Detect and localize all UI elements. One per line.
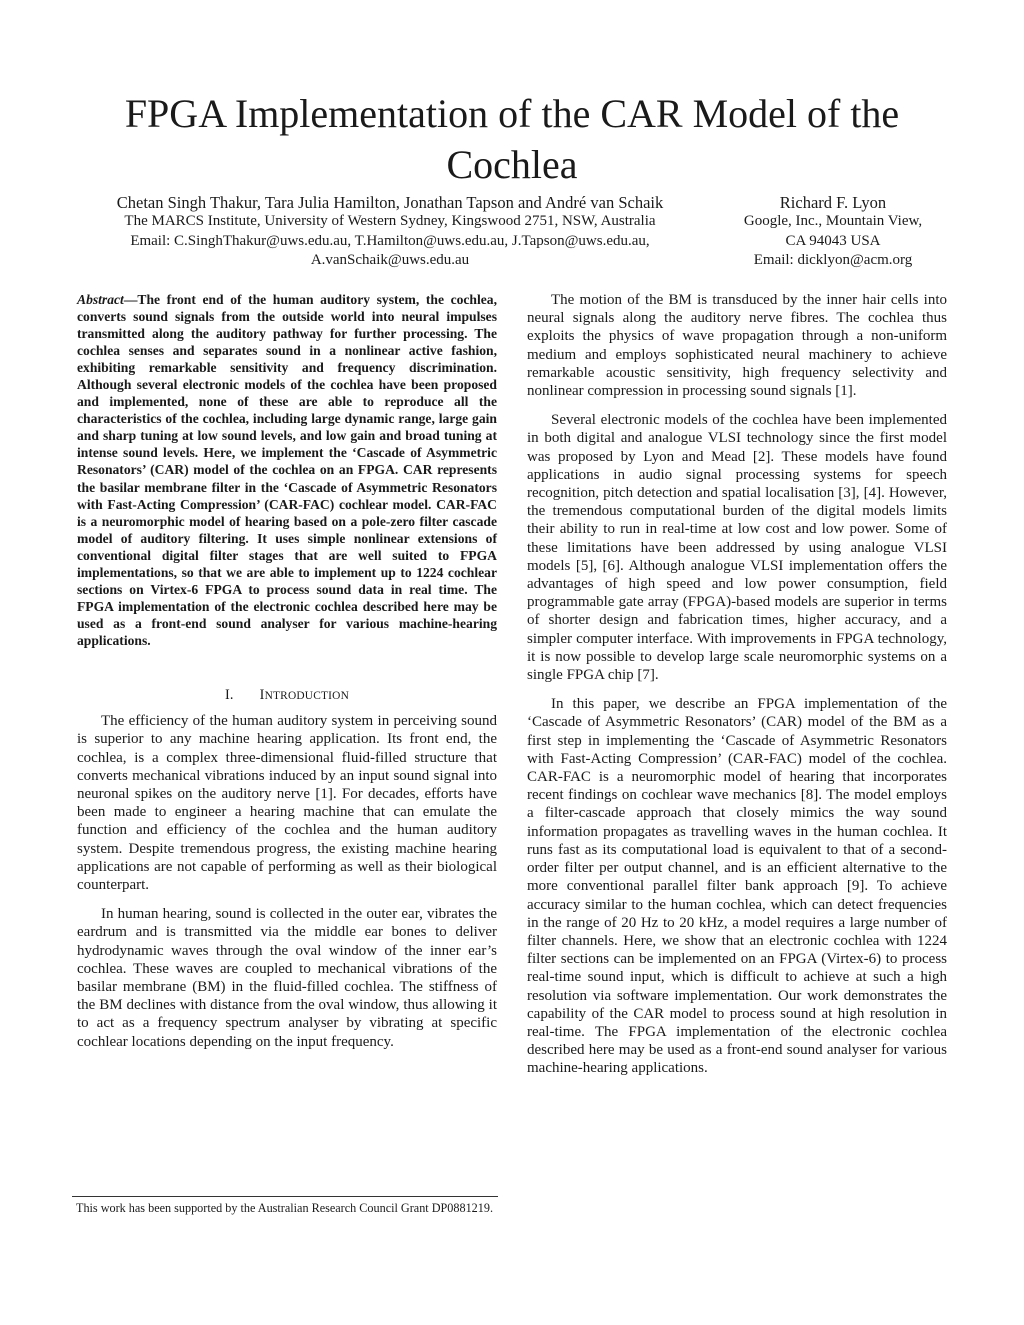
author-email-line-1: Email: C.SinghThakur@uws.edu.au, T.Hamilton@uws.edu.au, J.Tapson@uws.edu.au,: [130, 232, 650, 249]
author-block-main: [70, 193, 710, 270]
abstract-dash: —: [123, 292, 138, 307]
abstract-text: The front end of the human auditory system, the cochlea, converts sound signals from the outside world into neural impulses transmitted along the auditory pathway for further processing. The cochlea senses and separates sound in a nonlinear active fashion, exhibiting remarkable sensitivity and frequency discrimination. Although several electronic models of the cochlea have been proposed and implemented, none of these are able to reproduce all the characteristics of the cochlea, including large dynamic range, large gain and sharp tuning at low sound levels, and low gain and broad tuning at intense sound levels. Here, we implement the ‘Cascade of Asymmetric Resonators’ (CAR) model of the cochlea on an FPGA. CAR represents the basilar membrane filter in the ‘Cascade of Asymmetric Resonators with Fast-Acting Compression’ (CAR-FAC) cochlear model. CAR-FAC is a neuromorphic model of hearing based on a pole-zero filter cascade model of auditory filtering. It uses simple nonlinear extensions of conventional digital filter stages that are well suited to FPGA implementations, so that we are able to implement up to 1224 cochlear sections on Virtex-6 FPGA to process sound data in real time. The FPGA implementation of the electronic cochlea described here may be used as a front-end sound analyser for various machine-hearing applications.: [77, 292, 497, 648]
side-author-affiliation-line-1: Google, Inc., Mountain View,: [743, 213, 923, 230]
author-names: Chetan Singh Thakur, Tara Julia Hamilton, Jonathan Tapson and André van Schaik: [116, 193, 664, 212]
abstract: [77, 291, 497, 649]
intro-paragraph-1: The efficiency of the human auditory system in perceiving sound is superior to any machine hearing application. Its front end, the cochlea, is a complex three-dimensional fluid-filled structure that converts mechanical vibrations induced by an input sound signal into neuronal spikes on the auditory nerve [1]. For decades, efforts have been made to engineer a hearing machine that can emulate the function and efficiency of the cochlea and the human auditory system. Despite tremendous progress, the existing machine hearing applications are not capable of performing as well as their biological counterpart.: [77, 713, 497, 894]
footnote-divider: [72, 1196, 498, 1197]
paper-title: [100, 88, 924, 190]
intro-paragraph-2: In human hearing, sound is collected in the outer ear, vibrates the eardrum and is transmitted via the middle ear bones to deliver hydrodynamic waves through the oval window of the inner ear’s cochlea. These waves are coupled to mechanical vibrations of the basilar membrane (BM) in the fluid-filled cochlea. The stiffness of the BM declines with distance from the oval window, thus allowing it to act as a frequency spectrum analyser by vibrating at specific cochlear locations depending on the input frequency.: [77, 906, 497, 1050]
author-email-line-2: A.vanSchaik@uws.edu.au: [310, 251, 470, 268]
intro-paragraph-4: Several electronic models of the cochlea have been implemented in both digital and analogue VLSI technology since the first model was proposed by Lyon and Mead [2]. These models have found applications in audio signal processing systems for speech recognition, pitch detection and spatial localisation [3], [4]. However, the tremendous computational burden of the digital models limits their ability to run in real-time at low cost and low power. Some of these limitations have been addressed by using analogue VLSI models [5], [6]. Although analogue VLSI implementation offers the advantages of high speed and low power consumption, field programmable gate array (FPGA)-based models are superior in terms of shorter design and fabrication times, higher accuracy, and a simpler computer interface. With improvements in FPGA technology, it is now possible to develop large scale neuromorphic systems on a single FPGA chip [7].: [527, 412, 947, 684]
section-title-initial: I: [259, 686, 265, 703]
footnote: This work has been supported by the Australian Research Council Grant DP0881219.: [76, 1201, 494, 1215]
title-line-2: Cochlea: [446, 142, 578, 187]
author-block-side: [722, 193, 944, 270]
intro-paragraph-3: The motion of the BM is transduced by the inner hair cells into neural signals along the auditory nerve fibres. The cochlea thus exploits the physics of wave propagation through a non-uniform medium and employs sophisticated neural machinery to achieve remarkable acoustic sensitivity, high frequency selectivity and nonlinear compression in processing sound signals [1].: [527, 292, 947, 400]
left-column: [77, 291, 497, 1062]
side-author-name: Richard F. Lyon: [779, 193, 887, 212]
right-column: [527, 291, 947, 1089]
intro-paragraph-5: In this paper, we describe an FPGA implementation of the ‘Cascade of Asymmetric Resonators’ (CAR) model of the BM as a first step in implementing the ‘Cascade of Asymmetric Resonators with Fast-Acting Compression’ (CAR-FAC) model of the cochlea. CAR-FAC is a neuromorphic model of hearing that incorporates recent findings on cochlear wave mechanics [8]. The model employs a filter-cascade approach that closely mimics the way sound information propagates as travelling waves in the human cochlea. It runs fast as its computational load is equivalent to that of a second-order filter per output channel, and is an efficient alternative to the more conventional parallel filter bank approach [9]. To achieve accuracy similar to the human cochlea, which can detect frequencies in the range of 20 Hz to 20 kHz, a model requires a large number of filter channels. Here, we show that an electronic cochlea with 1224 filter sections can be implemented on an FPGA (Virtex-6) to process real-time sound input, which is difficult to achieve at such a high resolution via software implementation. Our work demonstrates the capability of the CAR model to process sound at high resolution in real-time. The FPGA implementation of the electronic cochlea described here may be used as a front-end sound analyser for various machine-hearing applications.: [527, 696, 947, 1077]
author-affiliation: The MARCS Institute, University of Western Sydney, Kingswood 2751, NSW, Australia: [124, 213, 656, 230]
section-title-rest: NTRODUCTION: [264, 689, 350, 702]
abstract-label: Abstract: [77, 292, 124, 307]
section-heading-introduction: [77, 686, 497, 705]
side-author-affiliation-line-2: CA 94043 USA: [785, 232, 881, 249]
title-line-1: FPGA Implementation of the CAR Model of the: [124, 91, 900, 136]
section-number: I.: [224, 686, 234, 703]
side-author-email: Email: dicklyon@acm.org: [753, 251, 913, 268]
